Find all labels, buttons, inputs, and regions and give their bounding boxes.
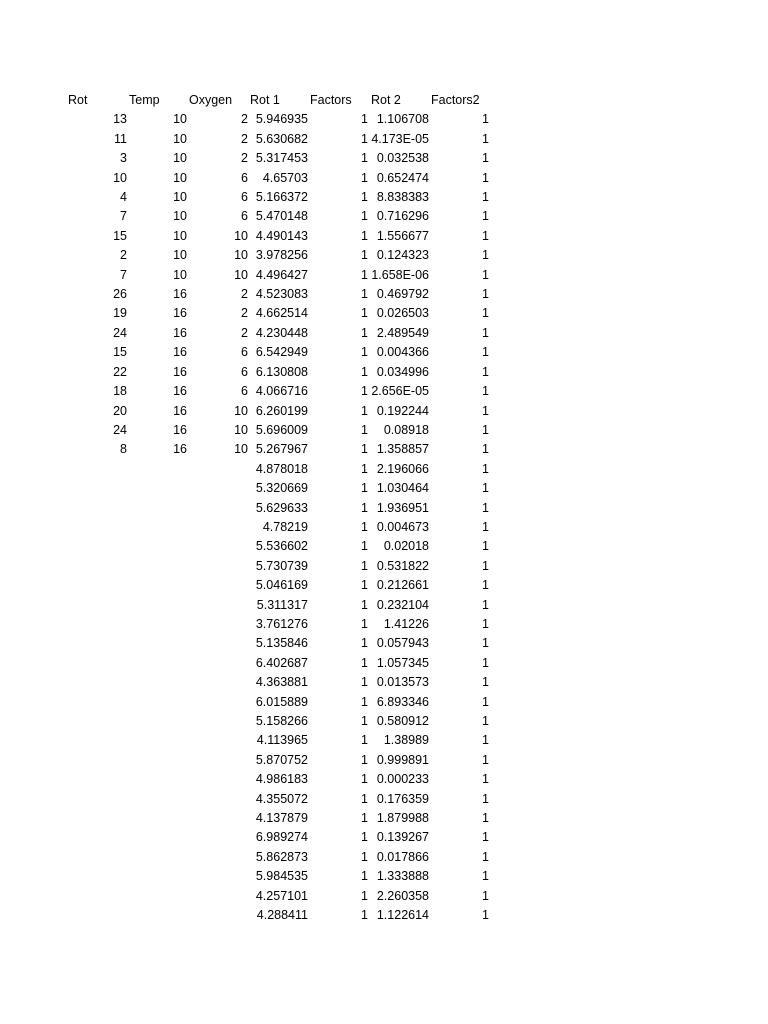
- cell-factors2: 1: [482, 364, 489, 379]
- cell-factors2: 1: [482, 791, 489, 806]
- cell-rot: 7: [120, 209, 127, 224]
- cell-temp: 10: [173, 170, 187, 185]
- table-row: [0, 479, 768, 498]
- cell-factors: 1: [361, 578, 368, 593]
- cell-factors2: 1: [482, 830, 489, 845]
- cell-oxygen: 6: [241, 170, 248, 185]
- header-oxygen: Oxygen: [189, 93, 233, 107]
- table-row: [0, 693, 768, 712]
- cell-rot: 11: [114, 131, 127, 146]
- cell-rot2: 1.556677: [376, 228, 429, 243]
- cell-factors2: 1: [482, 267, 489, 282]
- cell-oxygen: 6: [241, 190, 248, 205]
- table-row: [0, 596, 768, 615]
- cell-rot2: 0.212661: [376, 578, 429, 593]
- cell-rot2: 6.893346: [376, 694, 429, 709]
- cell-rot2: 0.08918: [383, 422, 429, 437]
- cell-rot2: 2.196066: [376, 461, 429, 476]
- cell-temp: 16: [173, 345, 187, 360]
- table-row: [0, 440, 768, 459]
- cell-rot2: 1.41226: [383, 616, 429, 631]
- table-row: [0, 285, 768, 304]
- cell-factors2: 1: [482, 422, 489, 437]
- cell-oxygen: 2: [241, 112, 248, 127]
- cell-oxygen: 10: [234, 248, 248, 263]
- cell-rot2: 0.026503: [376, 306, 429, 321]
- cell-oxygen: 6: [241, 364, 248, 379]
- cell-oxygen: 6: [241, 209, 248, 224]
- cell-factors: 1: [361, 170, 368, 185]
- cell-factors: 1: [361, 616, 368, 631]
- cell-rot2: 0.580912: [376, 714, 429, 728]
- cell-rot2: 0.124323: [376, 248, 429, 263]
- cell-factors: 1: [361, 519, 368, 534]
- cell-rot: 15: [113, 228, 127, 243]
- cell-rot2: 0.004366: [376, 345, 429, 360]
- cell-temp: 16: [173, 422, 187, 437]
- cell-factors2: 1: [482, 151, 489, 166]
- cell-rot: 24: [113, 422, 127, 437]
- cell-rot1: 4.65703: [262, 170, 308, 185]
- cell-rot1: 4.986183: [255, 772, 308, 787]
- cell-temp: 10: [173, 228, 187, 243]
- cell-factors: 1: [361, 461, 368, 476]
- cell-factors: 1: [361, 655, 368, 670]
- cell-rot1: 6.542949: [255, 345, 308, 360]
- cell-rot1: 3.761276: [255, 616, 308, 631]
- cell-factors: 1: [361, 345, 368, 360]
- cell-factors2: 1: [482, 112, 489, 127]
- cell-factors2: 1: [482, 655, 489, 670]
- cell-temp: 16: [173, 287, 187, 302]
- table-row: [0, 382, 768, 401]
- cell-factors: 1: [361, 558, 368, 573]
- cell-factors: 1: [361, 248, 368, 263]
- cell-rot1: 4.137879: [255, 811, 308, 826]
- table-row: [0, 130, 768, 149]
- cell-rot1: 5.320669: [255, 481, 308, 496]
- cell-rot1: 5.536602: [255, 539, 308, 554]
- cell-rot1: 4.230448: [255, 325, 308, 340]
- cell-factors: 1: [361, 209, 368, 224]
- table-row: [0, 207, 768, 226]
- cell-rot: 7: [120, 267, 127, 282]
- table-row: [0, 887, 768, 906]
- cell-rot1: 5.984535: [255, 869, 308, 884]
- cell-oxygen: 10: [234, 228, 248, 243]
- table-row: [0, 790, 768, 809]
- table-row: [0, 499, 768, 518]
- cell-temp: 16: [173, 384, 187, 399]
- cell-rot2: 0.02018: [383, 539, 429, 554]
- cell-factors: 1: [361, 325, 368, 340]
- table-row: [0, 634, 768, 653]
- cell-rot1: 4.257101: [255, 888, 308, 903]
- cell-factors: 1: [361, 772, 368, 787]
- cell-factors2: 1: [482, 636, 489, 651]
- table-row: [0, 654, 768, 673]
- cell-temp: 16: [173, 403, 187, 418]
- cell-temp: 16: [173, 306, 187, 321]
- cell-rot2: 0.034996: [376, 364, 429, 379]
- cell-factors: 1: [361, 675, 368, 690]
- table-row: [0, 867, 768, 886]
- cell-factors2: 1: [482, 131, 489, 146]
- cell-rot1: 5.870752: [255, 752, 308, 767]
- cell-oxygen: 2: [241, 325, 248, 340]
- cell-rot2: 1.057345: [376, 655, 429, 670]
- cell-rot2: 8.838383: [376, 190, 429, 205]
- cell-rot2: 1.879988: [376, 811, 429, 826]
- cell-rot2: 0.999891: [376, 752, 429, 767]
- cell-rot2: 1.358857: [376, 442, 429, 457]
- table-row: [0, 848, 768, 867]
- cell-factors2: 1: [482, 888, 489, 903]
- cell-factors2: 1: [482, 384, 489, 399]
- cell-rot1: 4.490143: [255, 228, 308, 243]
- cell-factors: 1: [361, 364, 368, 379]
- table-row: [0, 402, 768, 421]
- cell-rot1: 4.523083: [255, 287, 308, 302]
- cell-rot1: 5.946935: [255, 112, 308, 127]
- cell-rot1: 4.288411: [256, 908, 308, 923]
- cell-factors2: 1: [482, 694, 489, 709]
- cell-rot1: 4.662514: [255, 306, 308, 321]
- cell-factors: 1: [361, 849, 368, 864]
- table-row: [0, 324, 768, 343]
- data-rows: [0, 110, 768, 925]
- table-row: [0, 557, 768, 576]
- cell-rot1: 6.989274: [255, 830, 308, 845]
- header-rot2: Rot 2: [371, 93, 401, 107]
- cell-temp: 10: [173, 209, 187, 224]
- cell-rot1: 4.496427: [255, 267, 308, 282]
- cell-factors: 1: [361, 500, 368, 515]
- cell-temp: 10: [173, 248, 187, 263]
- cell-temp: 10: [173, 151, 187, 166]
- cell-rot: 24: [113, 325, 127, 340]
- cell-factors2: 1: [482, 752, 489, 767]
- cell-rot2: 2.489549: [376, 325, 429, 340]
- cell-factors: 1: [361, 384, 368, 399]
- cell-rot1: 5.158266: [255, 714, 308, 728]
- cell-rot: 10: [113, 170, 127, 185]
- cell-rot1: 4.113965: [256, 733, 308, 748]
- cell-oxygen: 2: [241, 306, 248, 321]
- cell-rot2: 0.469792: [376, 287, 429, 302]
- cell-oxygen: 2: [241, 151, 248, 166]
- cell-temp: 10: [173, 131, 187, 146]
- cell-rot2: 2.656E-05: [371, 384, 429, 399]
- cell-rot2: 0.017866: [376, 849, 429, 864]
- cell-rot2: 0.652474: [376, 170, 429, 185]
- table-row: [0, 731, 768, 750]
- cell-rot2: 0.176359: [376, 791, 429, 806]
- cell-rot1: 3.978256: [255, 248, 308, 263]
- cell-rot1: 4.78219: [262, 519, 308, 534]
- cell-factors: 1: [361, 131, 368, 146]
- cell-factors: 1: [361, 539, 368, 554]
- cell-factors2: 1: [482, 442, 489, 457]
- table-row: [0, 266, 768, 285]
- cell-rot2: 0.192244: [376, 403, 429, 418]
- cell-rot1: 4.878018: [255, 461, 308, 476]
- table-row: [0, 363, 768, 382]
- cell-rot1: 5.630682: [255, 131, 308, 146]
- cell-factors2: 1: [482, 869, 489, 884]
- cell-rot1: 5.135846: [255, 636, 308, 651]
- cell-oxygen: 10: [234, 422, 248, 437]
- cell-rot1: 5.267967: [255, 442, 308, 457]
- cell-rot1: 6.260199: [255, 403, 308, 418]
- cell-rot2: 0.004673: [376, 519, 429, 534]
- cell-rot2: 4.173E-05: [371, 131, 429, 146]
- table-row: [0, 227, 768, 246]
- cell-temp: 16: [173, 364, 187, 379]
- cell-factors2: 1: [482, 849, 489, 864]
- cell-rot: 19: [113, 306, 127, 321]
- cell-factors2: 1: [482, 190, 489, 205]
- cell-rot1: 4.355072: [255, 791, 308, 806]
- cell-rot2: 0.057943: [376, 636, 429, 651]
- cell-rot: 13: [113, 112, 127, 127]
- cell-temp: 16: [173, 325, 187, 340]
- table-row: [0, 770, 768, 789]
- header-rot1: Rot 1: [250, 93, 280, 107]
- cell-factors: 1: [361, 287, 368, 302]
- cell-rot1: 5.862873: [255, 849, 308, 864]
- table-row: [0, 537, 768, 556]
- table-row: [0, 149, 768, 168]
- cell-rot2: 0.232104: [376, 597, 429, 612]
- cell-temp: 10: [173, 112, 187, 127]
- table-row: [0, 673, 768, 692]
- cell-rot2: 0.531822: [376, 558, 429, 573]
- cell-oxygen: 2: [241, 287, 248, 302]
- cell-rot1: 4.066716: [255, 384, 308, 399]
- table-row: [0, 518, 768, 537]
- cell-factors: 1: [361, 636, 368, 651]
- cell-factors2: 1: [482, 733, 489, 748]
- cell-factors: 1: [361, 694, 368, 709]
- cell-factors2: 1: [482, 519, 489, 534]
- cell-factors: 1: [361, 811, 368, 826]
- cell-factors: 1: [361, 830, 368, 845]
- cell-factors2: 1: [482, 675, 489, 690]
- cell-factors2: 1: [482, 306, 489, 321]
- cell-rot2: 0.000233: [376, 772, 429, 787]
- cell-factors2: 1: [482, 228, 489, 243]
- cell-factors: 1: [361, 791, 368, 806]
- cell-factors2: 1: [482, 714, 489, 728]
- cell-rot: 8: [120, 442, 127, 457]
- table-row: [0, 343, 768, 362]
- cell-rot: 4: [120, 190, 127, 205]
- table-row: [0, 751, 768, 770]
- cell-factors: 1: [361, 908, 368, 923]
- table-row: [0, 246, 768, 265]
- cell-rot1: 5.629633: [255, 500, 308, 515]
- cell-factors: 1: [361, 869, 368, 884]
- cell-factors2: 1: [482, 908, 489, 923]
- cell-temp: 10: [173, 267, 187, 282]
- cell-factors2: 1: [482, 170, 489, 185]
- cell-factors: 1: [361, 151, 368, 166]
- cell-factors2: 1: [482, 578, 489, 593]
- cell-rot: 22: [113, 364, 127, 379]
- cell-factors: 1: [361, 888, 368, 903]
- cell-factors: 1: [361, 733, 368, 748]
- data-sheet: [0, 91, 768, 925]
- cell-rot1: 5.470148: [255, 209, 308, 224]
- cell-factors2: 1: [482, 248, 489, 263]
- cell-rot1: 5.696009: [255, 422, 308, 437]
- cell-rot2: 0.139267: [376, 830, 429, 845]
- cell-factors2: 1: [482, 558, 489, 573]
- cell-factors: 1: [361, 442, 368, 457]
- cell-rot1: 4.363881: [255, 675, 308, 690]
- cell-rot: 2: [120, 248, 127, 263]
- header-row: [0, 91, 768, 110]
- cell-rot: 26: [113, 287, 127, 302]
- table-row: [0, 169, 768, 188]
- cell-rot: 18: [113, 384, 127, 399]
- cell-temp: 10: [173, 190, 187, 205]
- cell-factors2: 1: [482, 345, 489, 360]
- table-row: [0, 304, 768, 323]
- cell-factors: 1: [361, 306, 368, 321]
- cell-rot2: 0.032538: [376, 151, 429, 166]
- cell-rot1: 5.317453: [255, 151, 308, 166]
- cell-rot2: 0.716296: [376, 209, 429, 224]
- cell-rot2: 1.333888: [376, 869, 429, 884]
- table-row: [0, 712, 768, 731]
- cell-factors2: 1: [482, 325, 489, 340]
- cell-rot1: 5.166372: [255, 190, 308, 205]
- cell-rot2: 1.658E-06: [371, 267, 429, 282]
- table-row: [0, 906, 768, 925]
- table-row: [0, 828, 768, 847]
- cell-factors: 1: [361, 228, 368, 243]
- cell-factors2: 1: [482, 539, 489, 554]
- header-temp: Temp: [129, 93, 160, 107]
- cell-factors2: 1: [482, 481, 489, 496]
- cell-oxygen: 6: [241, 345, 248, 360]
- table-row: [0, 460, 768, 479]
- cell-oxygen: 10: [234, 442, 248, 457]
- cell-rot1: 5.311317: [256, 597, 308, 612]
- cell-rot1: 6.402687: [255, 655, 308, 670]
- cell-factors: 1: [361, 714, 368, 728]
- cell-rot2: 1.106708: [376, 112, 429, 127]
- cell-factors: 1: [361, 190, 368, 205]
- cell-rot2: 1.122614: [376, 908, 429, 923]
- header-factors: Factors: [310, 93, 352, 107]
- cell-factors: 1: [361, 481, 368, 496]
- cell-factors2: 1: [482, 616, 489, 631]
- cell-rot2: 1.38989: [383, 733, 429, 748]
- cell-factors2: 1: [482, 500, 489, 515]
- cell-rot2: 1.030464: [376, 481, 429, 496]
- cell-rot: 20: [113, 403, 127, 418]
- cell-factors: 1: [361, 112, 368, 127]
- cell-rot2: 1.936951: [376, 500, 429, 515]
- cell-factors2: 1: [482, 772, 489, 787]
- table-row: [0, 421, 768, 440]
- cell-rot2: 0.013573: [376, 675, 429, 690]
- table-row: [0, 809, 768, 828]
- table-row: [0, 110, 768, 129]
- cell-factors: 1: [361, 752, 368, 767]
- cell-oxygen: 10: [234, 403, 248, 418]
- header-factors2: Factors2: [431, 93, 480, 107]
- table-row: [0, 576, 768, 595]
- cell-factors2: 1: [482, 403, 489, 418]
- cell-oxygen: 2: [241, 131, 248, 146]
- cell-factors2: 1: [482, 811, 489, 826]
- cell-oxygen: 10: [234, 267, 248, 282]
- cell-rot2: 2.260358: [376, 888, 429, 903]
- cell-factors: 1: [361, 403, 368, 418]
- cell-rot: 15: [113, 345, 127, 360]
- cell-factors2: 1: [482, 461, 489, 476]
- cell-rot1: 6.130808: [255, 364, 308, 379]
- cell-factors: 1: [361, 597, 368, 612]
- header-rot: Rot: [68, 93, 88, 107]
- cell-factors2: 1: [482, 209, 489, 224]
- cell-factors: 1: [361, 267, 368, 282]
- cell-temp: 16: [173, 442, 187, 457]
- cell-factors2: 1: [482, 287, 489, 302]
- cell-oxygen: 6: [241, 384, 248, 399]
- cell-rot1: 5.046169: [255, 578, 308, 593]
- cell-factors2: 1: [482, 597, 489, 612]
- table-row: [0, 188, 768, 207]
- cell-rot1: 6.015889: [255, 694, 308, 709]
- cell-rot1: 5.730739: [255, 558, 308, 573]
- cell-rot: 3: [120, 151, 127, 166]
- cell-factors: 1: [361, 422, 368, 437]
- table-row: [0, 615, 768, 634]
